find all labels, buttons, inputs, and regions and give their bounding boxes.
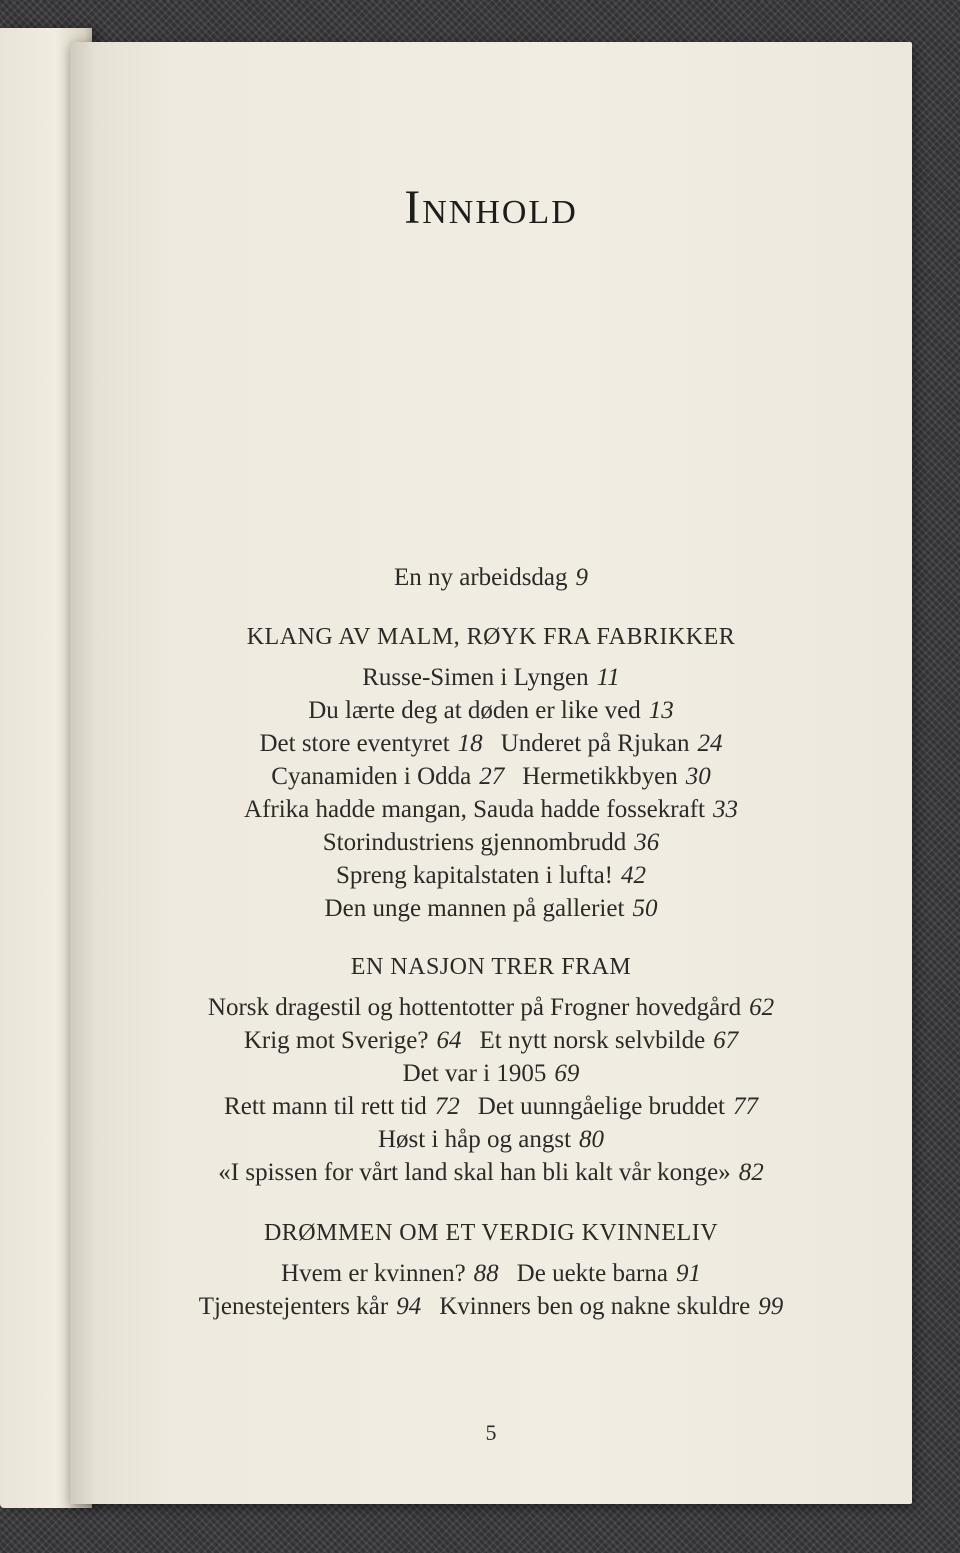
- toc-entry-title: Det store eventyret: [259, 730, 450, 757]
- toc-entry-page: 42: [621, 862, 646, 889]
- toc-entry-page: 27: [479, 763, 505, 790]
- toc-entry-title: Det uunngåelige bruddet: [477, 1093, 725, 1120]
- toc-entry-page: 69: [554, 1060, 580, 1087]
- toc-line: [70, 1293, 912, 1321]
- toc-entry-page: 11: [596, 664, 620, 691]
- toc-entry-page: 72: [434, 1093, 460, 1120]
- toc-entry-page: 91: [675, 1260, 701, 1287]
- toc-line: [70, 1027, 912, 1055]
- toc-entry-title: Underet på Rjukan: [500, 730, 690, 757]
- toc-entry-title: Russe-Simen i Lyngen: [362, 664, 589, 691]
- toc-line: [70, 796, 912, 824]
- toc-entry-title: Cyanamiden i Odda: [271, 763, 472, 790]
- toc-entry-title: Krig mot Sverige?: [243, 1027, 429, 1054]
- toc-entry-page: 88: [473, 1260, 499, 1287]
- toc-intro-entry: [70, 564, 912, 592]
- toc-entry-title: Tjenestejenters kår: [198, 1293, 389, 1320]
- toc-line: [70, 763, 912, 791]
- toc-entry-page: 9: [575, 564, 589, 591]
- toc-section-heading: KLANG AV MALM, RØYK FRA FABRIKKER: [246, 624, 736, 650]
- toc-entry-title: Du lærte deg at døden er like ved: [308, 697, 641, 724]
- toc-entry-page: 36: [634, 829, 660, 856]
- page-title: Innhold: [404, 181, 578, 234]
- toc-line: [70, 730, 912, 758]
- toc-entry-page: 62: [749, 994, 775, 1021]
- table-of-contents: [70, 42, 912, 1504]
- toc-entry-title: Kvinners ben og nakne skuldre: [439, 1293, 751, 1320]
- toc-section-heading: EN NASJON TRER FRAM: [350, 954, 632, 980]
- toc-line: [70, 829, 912, 857]
- toc-entry-page: 80: [579, 1126, 605, 1153]
- toc-entry-title: Den unge mannen på galleriet: [324, 895, 625, 922]
- toc-entry-title: En ny arbeidsdag: [393, 564, 568, 591]
- toc-entry-page: 13: [648, 697, 674, 724]
- toc-entry-title: Høst i håp og angst: [377, 1126, 572, 1153]
- toc-line: [70, 1159, 912, 1187]
- toc-entry-page: 33: [712, 796, 738, 823]
- toc-entry-title: Det var i 1905: [402, 1060, 547, 1087]
- toc-entry-title: Storindustriens gjennombrudd: [322, 829, 627, 856]
- toc-entry-page: 77: [732, 1093, 758, 1120]
- toc-line: [70, 1126, 912, 1154]
- toc-entry-page: 64: [436, 1027, 462, 1054]
- toc-line: [70, 895, 912, 923]
- toc-entry-page: 99: [758, 1293, 784, 1320]
- toc-line: [70, 994, 912, 1022]
- book-page: [70, 42, 912, 1504]
- toc-entry-title: Hvem er kvinnen?: [281, 1260, 466, 1287]
- toc-entry-title: Spreng kapitalstaten i lufta!: [335, 862, 613, 889]
- toc-line: [70, 697, 912, 725]
- toc-entry-title: Et nytt norsk selvbilde: [479, 1027, 706, 1054]
- toc-entry-title: De uekte barna: [516, 1260, 668, 1287]
- toc-entry-page: 18: [457, 730, 483, 757]
- toc-entry-title: «I spissen for vårt land skal han bli kalt vår konge»: [218, 1159, 731, 1186]
- toc-line: [70, 1260, 912, 1288]
- toc-line: [70, 1060, 912, 1088]
- toc-line: [70, 862, 912, 890]
- toc-entry-title: Norsk dragestil og hottentotter på Frogner hovedgård: [207, 994, 742, 1021]
- toc-entry-page: 94: [396, 1293, 422, 1320]
- toc-line: [70, 664, 912, 692]
- toc-entry-title: Afrika hadde mangan, Sauda hadde fossekraft: [244, 796, 705, 823]
- toc-entry-page: 24: [697, 730, 723, 757]
- toc-section-heading: DRØMMEN OM ET VERDIG KVINNELIV: [263, 1220, 719, 1246]
- toc-entry-page: 50: [632, 895, 658, 922]
- toc-entry-page: 30: [685, 763, 711, 790]
- toc-entry-page: 67: [713, 1027, 739, 1054]
- toc-entry-title: Rett mann til rett tid: [224, 1093, 427, 1120]
- toc-entry-title: Hermetikkbyen: [522, 763, 678, 790]
- toc-entry-page: 82: [738, 1159, 764, 1186]
- toc-line: [70, 1093, 912, 1121]
- page-number: 5: [485, 1420, 497, 1445]
